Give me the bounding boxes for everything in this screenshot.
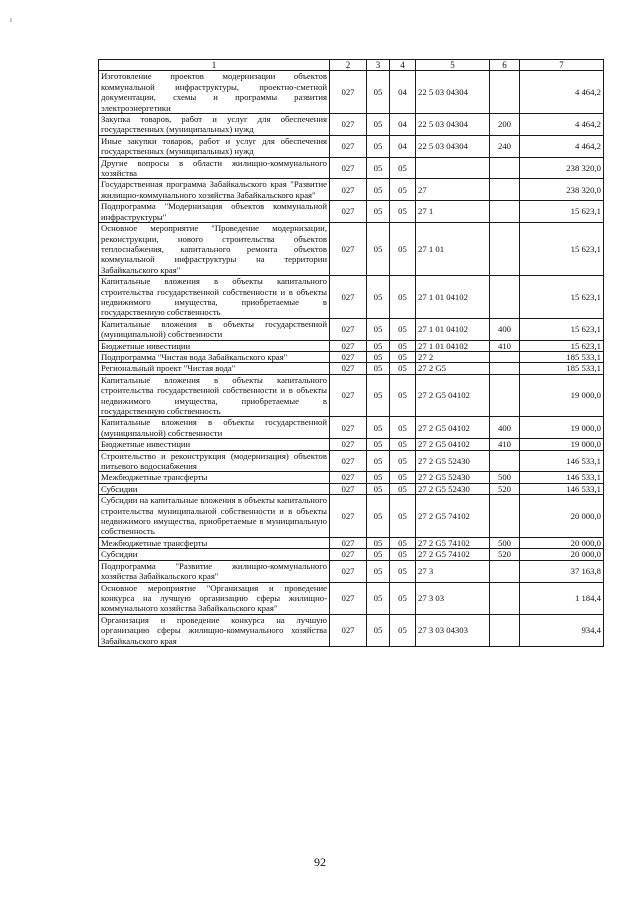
row-name-cell: Капитальные вложения в объекты капитального строительства государственной собственности и в объекты недвижимого имущества, приобретаемые в государственную собственность bbox=[99, 374, 330, 417]
row-sum-cell: 15 623,1 bbox=[520, 276, 604, 319]
row-subsection-cell: 05 bbox=[390, 614, 416, 646]
row-section-cell: 05 bbox=[367, 135, 390, 157]
row-section-cell: 05 bbox=[367, 537, 390, 548]
row-sum-cell: 146 533,1 bbox=[520, 472, 604, 483]
row-section-cell: 05 bbox=[367, 71, 390, 114]
row-target-article-cell: 27 2 G5 04102 bbox=[416, 374, 490, 417]
row-name-cell: Другие вопросы в области жилищно-коммунального хозяйства bbox=[99, 157, 330, 179]
row-target-article-cell: 22 5 03 04304 bbox=[416, 114, 490, 136]
row-expense-type-cell bbox=[490, 614, 520, 646]
row-sum-cell: 19 000,0 bbox=[520, 374, 604, 417]
row-sum-cell: 15 623,1 bbox=[520, 223, 604, 276]
row-code-admin-cell: 027 bbox=[330, 201, 367, 223]
row-expense-type-cell: 200 bbox=[490, 114, 520, 136]
row-section-cell: 05 bbox=[367, 549, 390, 560]
row-code-admin-cell: 027 bbox=[330, 223, 367, 276]
row-name-cell: Организация и проведение конкурса на лучшую организацию сферы жилищно-коммунального хозяйства Забайкальского края bbox=[99, 614, 330, 646]
row-subsection-cell: 05 bbox=[390, 201, 416, 223]
budget-table bbox=[98, 59, 604, 647]
row-target-article-cell: 27 1 01 04102 bbox=[416, 340, 490, 351]
column-header: 6 bbox=[490, 60, 520, 71]
table-row bbox=[99, 71, 604, 114]
row-subsection-cell: 05 bbox=[390, 363, 416, 374]
row-subsection-cell: 05 bbox=[390, 483, 416, 494]
table-row bbox=[99, 351, 604, 362]
table-row bbox=[99, 363, 604, 374]
row-subsection-cell: 05 bbox=[390, 450, 416, 472]
row-sum-cell: 146 533,1 bbox=[520, 483, 604, 494]
row-target-article-cell: 27 2 G5 04102 bbox=[416, 439, 490, 450]
row-code-admin-cell: 027 bbox=[330, 537, 367, 548]
row-section-cell: 05 bbox=[367, 223, 390, 276]
row-sum-cell: 19 000,0 bbox=[520, 417, 604, 439]
row-subsection-cell: 05 bbox=[390, 340, 416, 351]
row-target-article-cell: 22 5 03 04304 bbox=[416, 71, 490, 114]
row-sum-cell: 20 000,0 bbox=[520, 537, 604, 548]
row-code-admin-cell: 027 bbox=[330, 614, 367, 646]
table-row bbox=[99, 340, 604, 351]
column-header: 2 bbox=[330, 60, 367, 71]
row-sum-cell: 20 000,0 bbox=[520, 549, 604, 560]
row-name-cell: Капитальные вложения в объекты государственной (муниципальной) собственности bbox=[99, 417, 330, 439]
row-target-article-cell: 27 2 G5 52430 bbox=[416, 483, 490, 494]
row-section-cell: 05 bbox=[367, 374, 390, 417]
table-row bbox=[99, 157, 604, 179]
row-target-article-cell: 27 2 G5 74102 bbox=[416, 495, 490, 538]
row-code-admin-cell: 027 bbox=[330, 363, 367, 374]
row-section-cell: 05 bbox=[367, 582, 390, 614]
row-code-admin-cell: 027 bbox=[330, 157, 367, 179]
row-sum-cell: 15 623,1 bbox=[520, 340, 604, 351]
table-row bbox=[99, 114, 604, 136]
row-section-cell: 05 bbox=[367, 351, 390, 362]
row-target-article-cell: 27 2 G5 74102 bbox=[416, 549, 490, 560]
table-row bbox=[99, 276, 604, 319]
row-section-cell: 05 bbox=[367, 201, 390, 223]
row-sum-cell: 238 320,0 bbox=[520, 157, 604, 179]
table-row bbox=[99, 483, 604, 494]
row-section-cell: 05 bbox=[367, 179, 390, 201]
row-section-cell: 05 bbox=[367, 472, 390, 483]
row-target-article-cell: 27 bbox=[416, 179, 490, 201]
row-name-cell: Субсидии на капитальные вложения в объекты капитального строительства муниципальной собственности и в объекты недвижимого имущества, приобретаемые в муниципальную собственность bbox=[99, 495, 330, 538]
row-name-cell: Региональный проект "Чистая вода" bbox=[99, 363, 330, 374]
row-sum-cell: 185 533,1 bbox=[520, 363, 604, 374]
row-subsection-cell: 04 bbox=[390, 114, 416, 136]
row-expense-type-cell: 520 bbox=[490, 549, 520, 560]
table-row bbox=[99, 614, 604, 646]
row-subsection-cell: 05 bbox=[390, 351, 416, 362]
row-expense-type-cell bbox=[490, 157, 520, 179]
row-name-cell: Строительство и реконструкция (модернизация) объектов питьевого водоснабжения bbox=[99, 450, 330, 472]
row-section-cell: 05 bbox=[367, 560, 390, 582]
row-code-admin-cell: 027 bbox=[330, 351, 367, 362]
row-code-admin-cell: 027 bbox=[330, 114, 367, 136]
row-name-cell: Изготовление проектов модернизации объектов коммунальной инфраструктуры, проектно-сметной документации, схемы и программы развития электроэнергетики bbox=[99, 71, 330, 114]
row-target-article-cell: 27 2 G5 bbox=[416, 363, 490, 374]
table-row bbox=[99, 179, 604, 201]
row-expense-type-cell: 410 bbox=[490, 439, 520, 450]
row-expense-type-cell: 400 bbox=[490, 417, 520, 439]
row-code-admin-cell: 027 bbox=[330, 417, 367, 439]
row-expense-type-cell bbox=[490, 276, 520, 319]
row-target-article-cell: 27 2 G5 04102 bbox=[416, 417, 490, 439]
row-section-cell: 05 bbox=[367, 114, 390, 136]
column-header: 3 bbox=[367, 60, 390, 71]
table-row bbox=[99, 549, 604, 560]
table-row bbox=[99, 495, 604, 538]
row-name-cell: Межбюджетные трансферты bbox=[99, 537, 330, 548]
row-expense-type-cell bbox=[490, 374, 520, 417]
row-sum-cell: 185 533,1 bbox=[520, 351, 604, 362]
row-subsection-cell: 05 bbox=[390, 417, 416, 439]
row-section-cell: 05 bbox=[367, 276, 390, 319]
row-expense-type-cell: 240 bbox=[490, 135, 520, 157]
row-code-admin-cell: 027 bbox=[330, 549, 367, 560]
table-row bbox=[99, 223, 604, 276]
row-name-cell: Подпрограмма "Развитие жилищно-коммунального хозяйства Забайкальского края" bbox=[99, 560, 330, 582]
page-number: 92 bbox=[314, 855, 326, 869]
row-subsection-cell: 05 bbox=[390, 549, 416, 560]
row-subsection-cell: 05 bbox=[390, 582, 416, 614]
row-subsection-cell: 05 bbox=[390, 179, 416, 201]
row-section-cell: 05 bbox=[367, 495, 390, 538]
row-target-article-cell: 27 2 G5 74102 bbox=[416, 537, 490, 548]
row-target-article-cell: 27 3 03 bbox=[416, 582, 490, 614]
row-target-article-cell: 27 1 01 04102 bbox=[416, 276, 490, 319]
row-name-cell: Капитальные вложения в объекты государственной (муниципальной) собственности bbox=[99, 318, 330, 340]
row-expense-type-cell bbox=[490, 495, 520, 538]
row-name-cell: Подпрограмма "Чистая вода Забайкальского края" bbox=[99, 351, 330, 362]
row-target-article-cell bbox=[416, 157, 490, 179]
row-expense-type-cell: 500 bbox=[490, 472, 520, 483]
row-subsection-cell: 05 bbox=[390, 560, 416, 582]
row-expense-type-cell: 500 bbox=[490, 537, 520, 548]
row-subsection-cell: 04 bbox=[390, 135, 416, 157]
row-expense-type-cell bbox=[490, 201, 520, 223]
row-name-cell: Иные закупки товаров, работ и услуг для обеспечения государственных (муниципальных) нужд bbox=[99, 135, 330, 157]
row-code-admin-cell: 027 bbox=[330, 374, 367, 417]
row-sum-cell: 20 000,0 bbox=[520, 495, 604, 538]
row-expense-type-cell bbox=[490, 351, 520, 362]
row-target-article-cell: 27 2 bbox=[416, 351, 490, 362]
table-row bbox=[99, 560, 604, 582]
row-section-cell: 05 bbox=[367, 417, 390, 439]
table-row bbox=[99, 450, 604, 472]
row-expense-type-cell: 400 bbox=[490, 318, 520, 340]
column-header: 1 bbox=[99, 60, 330, 71]
table-row bbox=[99, 582, 604, 614]
row-name-cell: Капитальные вложения в объекты капитального строительства государственной собственности и в объекты недвижимого имущества, приобретаемые в государственную собственность bbox=[99, 276, 330, 319]
row-target-article-cell: 27 2 G5 52430 bbox=[416, 472, 490, 483]
row-expense-type-cell bbox=[490, 450, 520, 472]
row-subsection-cell: 05 bbox=[390, 537, 416, 548]
row-section-cell: 05 bbox=[367, 363, 390, 374]
row-sum-cell: 238 320,0 bbox=[520, 179, 604, 201]
row-subsection-cell: 05 bbox=[390, 276, 416, 319]
row-name-cell: Межбюджетные трансферты bbox=[99, 472, 330, 483]
row-expense-type-cell bbox=[490, 71, 520, 114]
row-name-cell: Подпрограмма "Модернизация объектов коммунальной инфраструктуры" bbox=[99, 201, 330, 223]
row-code-admin-cell: 027 bbox=[330, 340, 367, 351]
row-sum-cell: 19 000,0 bbox=[520, 439, 604, 450]
row-code-admin-cell: 027 bbox=[330, 450, 367, 472]
table-row bbox=[99, 135, 604, 157]
row-name-cell: Бюджетные инвестиции bbox=[99, 439, 330, 450]
table-body bbox=[99, 60, 604, 647]
row-section-cell: 05 bbox=[367, 157, 390, 179]
row-expense-type-cell: 520 bbox=[490, 483, 520, 494]
row-code-admin-cell: 027 bbox=[330, 582, 367, 614]
row-target-article-cell: 27 3 03 04303 bbox=[416, 614, 490, 646]
row-section-cell: 05 bbox=[367, 483, 390, 494]
table-header-row bbox=[99, 60, 604, 71]
table-row bbox=[99, 417, 604, 439]
row-sum-cell: 15 623,1 bbox=[520, 318, 604, 340]
table-row bbox=[99, 537, 604, 548]
row-subsection-cell: 04 bbox=[390, 71, 416, 114]
table-row bbox=[99, 472, 604, 483]
row-code-admin-cell: 027 bbox=[330, 472, 367, 483]
row-code-admin-cell: 027 bbox=[330, 276, 367, 319]
row-target-article-cell: 22 5 03 04304 bbox=[416, 135, 490, 157]
row-sum-cell: 4 464,2 bbox=[520, 71, 604, 114]
row-name-cell: Субсидии bbox=[99, 483, 330, 494]
row-sum-cell: 4 464,2 bbox=[520, 114, 604, 136]
row-subsection-cell: 05 bbox=[390, 318, 416, 340]
row-sum-cell: 4 464,2 bbox=[520, 135, 604, 157]
row-code-admin-cell: 027 bbox=[330, 71, 367, 114]
row-subsection-cell: 05 bbox=[390, 223, 416, 276]
row-sum-cell: 37 163,8 bbox=[520, 560, 604, 582]
row-subsection-cell: 05 bbox=[390, 374, 416, 417]
row-code-admin-cell: 027 bbox=[330, 495, 367, 538]
row-code-admin-cell: 027 bbox=[330, 135, 367, 157]
row-code-admin-cell: 027 bbox=[330, 179, 367, 201]
row-sum-cell: 146 533,1 bbox=[520, 450, 604, 472]
row-target-article-cell: 27 1 01 04102 bbox=[416, 318, 490, 340]
row-target-article-cell: 27 1 01 bbox=[416, 223, 490, 276]
row-expense-type-cell bbox=[490, 363, 520, 374]
row-target-article-cell: 27 3 bbox=[416, 560, 490, 582]
row-section-cell: 05 bbox=[367, 340, 390, 351]
row-expense-type-cell bbox=[490, 179, 520, 201]
row-section-cell: 05 bbox=[367, 450, 390, 472]
row-subsection-cell: 05 bbox=[390, 439, 416, 450]
column-header: 4 bbox=[390, 60, 416, 71]
row-name-cell: Бюджетные инвестиции bbox=[99, 340, 330, 351]
row-expense-type-cell bbox=[490, 560, 520, 582]
row-name-cell: Основное мероприятие "Организация и проведение конкурса на лучшую организацию сферы жилищно-коммунального хозяйства Забайкальского края" bbox=[99, 582, 330, 614]
row-subsection-cell: 05 bbox=[390, 157, 416, 179]
row-expense-type-cell: 410 bbox=[490, 340, 520, 351]
table-row bbox=[99, 374, 604, 417]
row-name-cell: Закупка товаров, работ и услуг для обеспечения государственных (муниципальных) нужд bbox=[99, 114, 330, 136]
column-header: 7 bbox=[520, 60, 604, 71]
row-section-cell: 05 bbox=[367, 318, 390, 340]
row-code-admin-cell: 027 bbox=[330, 483, 367, 494]
row-sum-cell: 15 623,1 bbox=[520, 201, 604, 223]
row-name-cell: Государственная программа Забайкальского края "Развитие жилищно-коммунального хозяйства Забайкальского края" bbox=[99, 179, 330, 201]
row-name-cell: Основное мероприятие "Проведение модернизации, реконструкции, нового строительства объектов теплоснабжения, капитального ремонта объектов коммунальной инфраструктуры на территории Забайкальского края" bbox=[99, 223, 330, 276]
row-sum-cell: 934,4 bbox=[520, 614, 604, 646]
scan-artifact: ı bbox=[10, 16, 12, 24]
row-subsection-cell: 05 bbox=[390, 472, 416, 483]
row-subsection-cell: 05 bbox=[390, 495, 416, 538]
row-section-cell: 05 bbox=[367, 614, 390, 646]
row-section-cell: 05 bbox=[367, 439, 390, 450]
row-target-article-cell: 27 1 bbox=[416, 201, 490, 223]
table-row bbox=[99, 439, 604, 450]
row-expense-type-cell bbox=[490, 582, 520, 614]
row-code-admin-cell: 027 bbox=[330, 439, 367, 450]
table-row bbox=[99, 201, 604, 223]
row-target-article-cell: 27 2 G5 52430 bbox=[416, 450, 490, 472]
column-header: 5 bbox=[416, 60, 490, 71]
row-sum-cell: 1 184,4 bbox=[520, 582, 604, 614]
table-row bbox=[99, 318, 604, 340]
row-code-admin-cell: 027 bbox=[330, 560, 367, 582]
row-expense-type-cell bbox=[490, 223, 520, 276]
row-code-admin-cell: 027 bbox=[330, 318, 367, 340]
row-name-cell: Субсидии bbox=[99, 549, 330, 560]
